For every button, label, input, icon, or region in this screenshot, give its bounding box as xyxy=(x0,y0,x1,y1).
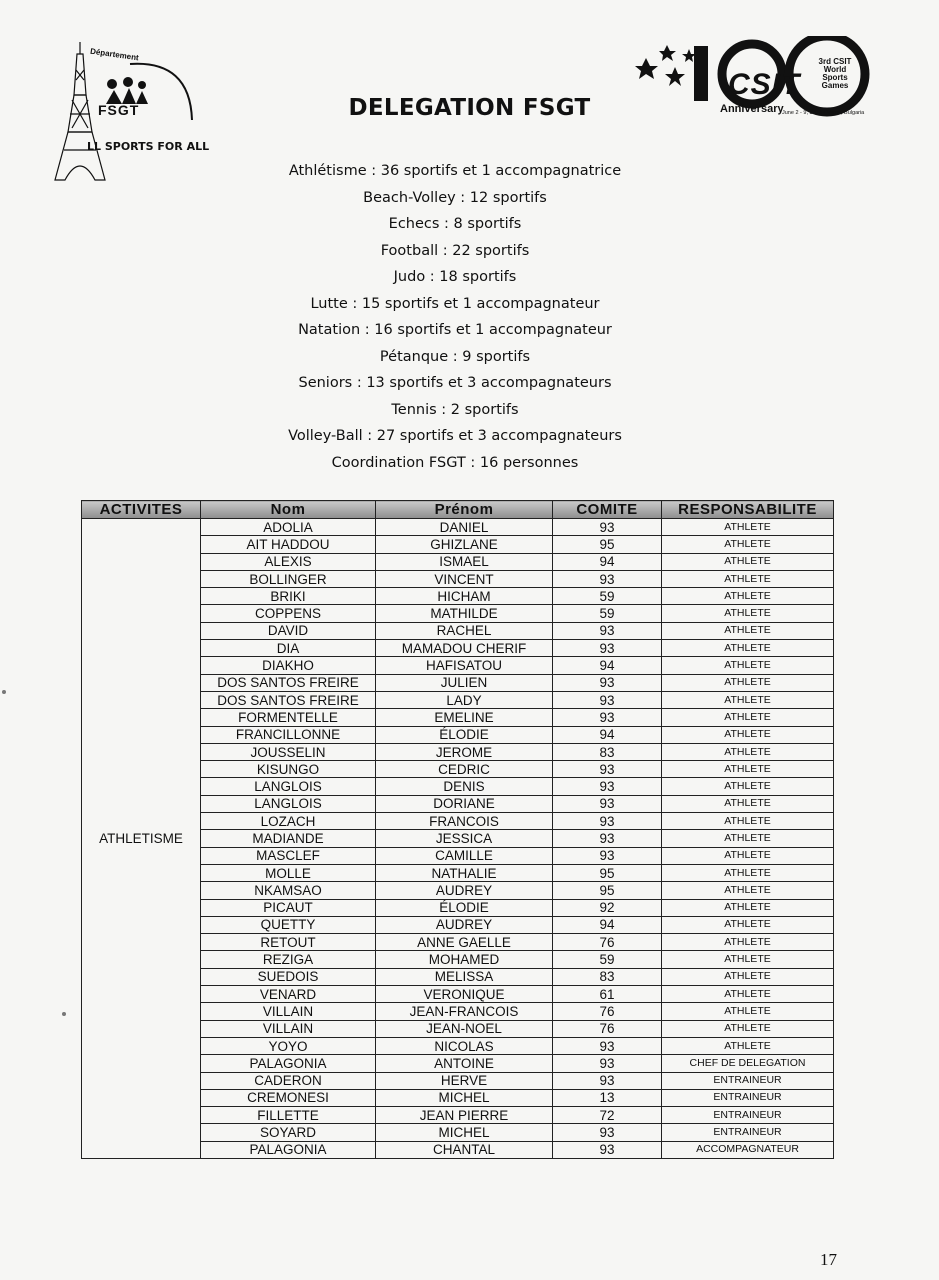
prenom-cell: EMELINE xyxy=(376,709,553,726)
prenom-cell: MELISSA xyxy=(376,968,553,985)
comite-cell: 76 xyxy=(553,934,662,951)
responsabilite-cell: ATHLETE xyxy=(662,864,834,881)
prenom-cell: MOHAMED xyxy=(376,951,553,968)
nom-cell: ADOLIA xyxy=(201,519,376,536)
prenom-cell: JEAN-NOEL xyxy=(376,1020,553,1037)
table-row xyxy=(82,519,834,536)
prenom-cell: ÉLODIE xyxy=(376,899,553,916)
prenom-cell: JESSICA xyxy=(376,830,553,847)
delegation-table-wrapper xyxy=(81,500,833,1159)
prenom-cell: GHIZLANE xyxy=(376,536,553,553)
comite-cell: 13 xyxy=(553,1089,662,1106)
nom-cell: MASCLEF xyxy=(201,847,376,864)
prenom-cell: CEDRIC xyxy=(376,761,553,778)
summary-line: Echecs : 8 sportifs xyxy=(388,216,522,232)
prenom-cell: HAFISATOU xyxy=(376,657,553,674)
department-label: Département xyxy=(89,46,140,63)
comite-cell: 59 xyxy=(553,605,662,622)
nom-cell: NKAMSAO xyxy=(201,882,376,899)
prenom-cell: FRANCOIS xyxy=(376,813,553,830)
activity-cell: ATHLETISME xyxy=(82,519,201,1159)
comite-cell: 93 xyxy=(553,795,662,812)
prenom-cell: MICHEL xyxy=(376,1124,553,1141)
nom-cell: RETOUT xyxy=(201,934,376,951)
responsabilite-cell: ATHLETE xyxy=(662,761,834,778)
nom-cell: DIA xyxy=(201,640,376,657)
responsabilite-cell: ATHLETE xyxy=(662,640,834,657)
responsabilite-cell: ATHLETE xyxy=(662,916,834,933)
nom-cell: VENARD xyxy=(201,986,376,1003)
responsabilite-cell: ACCOMPAGNATEUR xyxy=(662,1141,834,1158)
nom-cell: PALAGONIA xyxy=(201,1055,376,1072)
responsabilite-cell: ATHLETE xyxy=(662,588,834,605)
nom-cell: DOS SANTOS FREIRE xyxy=(201,691,376,708)
summary-line: Judo : 18 sportifs xyxy=(393,269,517,285)
nom-cell: DOS SANTOS FREIRE xyxy=(201,674,376,691)
comite-cell: 93 xyxy=(553,519,662,536)
nom-cell: BRIKI xyxy=(201,588,376,605)
comite-cell: 93 xyxy=(553,709,662,726)
header-comite: COMITE xyxy=(553,501,662,519)
comite-cell: 93 xyxy=(553,640,662,657)
scan-dot xyxy=(2,690,6,694)
comite-cell: 95 xyxy=(553,864,662,881)
comite-cell: 93 xyxy=(553,847,662,864)
comite-cell: 93 xyxy=(553,761,662,778)
prenom-cell: MAMADOU CHERIF xyxy=(376,640,553,657)
comite-cell: 95 xyxy=(553,882,662,899)
comite-cell: 93 xyxy=(553,622,662,639)
prenom-cell: MATHILDE xyxy=(376,605,553,622)
nom-cell: FORMENTELLE xyxy=(201,709,376,726)
responsabilite-cell: ATHLETE xyxy=(662,1037,834,1054)
header-prenom: Prénom xyxy=(376,501,553,519)
responsabilite-cell: ATHLETE xyxy=(662,813,834,830)
comite-cell: 83 xyxy=(553,743,662,760)
page-title: DELEGATION FSGT xyxy=(348,95,591,121)
summary-line: Tennis : 2 sportifs xyxy=(391,401,519,418)
comite-cell: 72 xyxy=(553,1107,662,1124)
comite-cell: 61 xyxy=(553,986,662,1003)
prenom-cell: DANIEL xyxy=(376,519,553,536)
nom-cell: CADERON xyxy=(201,1072,376,1089)
prenom-cell: JEROME xyxy=(376,743,553,760)
summary-line: Lutte : 15 sportifs et 1 accompagnateur xyxy=(310,295,600,312)
nom-cell: VILLAIN xyxy=(201,1003,376,1020)
header-nom: Nom xyxy=(201,501,376,519)
summary-line: Natation : 16 sportifs et 1 accompagnateur xyxy=(298,322,612,338)
comite-cell: 93 xyxy=(553,778,662,795)
comite-cell: 95 xyxy=(553,536,662,553)
comite-cell: 83 xyxy=(553,968,662,985)
comite-cell: 92 xyxy=(553,899,662,916)
summary-line: Volley-Ball : 27 sportifs et 3 accompagnateurs xyxy=(288,428,622,444)
responsabilite-cell: ATHLETE xyxy=(662,968,834,985)
nom-cell: FILLETTE xyxy=(201,1107,376,1124)
nom-cell: MADIANDE xyxy=(201,830,376,847)
nom-cell: YOYO xyxy=(201,1037,376,1054)
summary-line: Athlétisme : 36 sportifs et 1 accompagnatrice xyxy=(288,163,622,179)
prenom-cell: JEAN PIERRE xyxy=(376,1107,553,1124)
comite-cell: 93 xyxy=(553,1055,662,1072)
responsabilite-cell: ATHLETE xyxy=(662,709,834,726)
scan-dot xyxy=(62,1012,66,1016)
nom-cell: DAVID xyxy=(201,622,376,639)
nom-cell: LANGLOIS xyxy=(201,778,376,795)
comite-cell: 93 xyxy=(553,1037,662,1054)
responsabilite-cell: ATHLETE xyxy=(662,519,834,536)
responsabilite-cell: ATHLETE xyxy=(662,795,834,812)
responsabilite-cell: ATHLETE xyxy=(662,691,834,708)
prenom-cell: VINCENT xyxy=(376,570,553,587)
nom-cell: SOYARD xyxy=(201,1124,376,1141)
nom-cell: SUEDOIS xyxy=(201,968,376,985)
responsabilite-cell: ENTRAINEUR xyxy=(662,1089,834,1106)
responsabilite-cell: ATHLETE xyxy=(662,951,834,968)
fsgt-logo-text: FSGT xyxy=(98,102,140,118)
summary-line: Seniors : 13 sportifs et 3 accompagnateurs xyxy=(298,375,612,391)
comite-cell: 94 xyxy=(553,657,662,674)
nom-cell: AIT HADDOU xyxy=(201,536,376,553)
comite-cell: 94 xyxy=(553,916,662,933)
responsabilite-cell: ATHLETE xyxy=(662,622,834,639)
nom-cell: ALEXIS xyxy=(201,553,376,570)
responsabilite-cell: ATHLETE xyxy=(662,726,834,743)
prenom-cell: CHANTAL xyxy=(376,1141,553,1158)
prenom-cell: HICHAM xyxy=(376,588,553,605)
nom-cell: PICAUT xyxy=(201,899,376,916)
responsabilite-cell: ATHLETE xyxy=(662,1003,834,1020)
prenom-cell: RACHEL xyxy=(376,622,553,639)
responsabilite-cell: ATHLETE xyxy=(662,536,834,553)
prenom-cell: NICOLAS xyxy=(376,1037,553,1054)
comite-cell: 93 xyxy=(553,570,662,587)
responsabilite-cell: ATHLETE xyxy=(662,1020,834,1037)
prenom-cell: DENIS xyxy=(376,778,553,795)
responsabilite-cell: ATHLETE xyxy=(662,743,834,760)
comite-cell: 93 xyxy=(553,674,662,691)
responsabilite-cell: ENTRAINEUR xyxy=(662,1124,834,1141)
games-date: June 2 - 9, 2013 • Varna, Bulgaria xyxy=(782,110,865,116)
responsabilite-cell: ATHLETE xyxy=(662,657,834,674)
page-number: 17 xyxy=(820,1250,837,1269)
nom-cell: REZIGA xyxy=(201,951,376,968)
comite-cell: 93 xyxy=(553,813,662,830)
comite-cell: 93 xyxy=(553,830,662,847)
nom-cell: PALAGONIA xyxy=(201,1141,376,1158)
prenom-cell: JULIEN xyxy=(376,674,553,691)
prenom-cell: ÉLODIE xyxy=(376,726,553,743)
prenom-cell: VERONIQUE xyxy=(376,986,553,1003)
nom-cell: VILLAIN xyxy=(201,1020,376,1037)
games-label: 3rd CSIT World Sports Games xyxy=(818,57,852,90)
prenom-cell: ANTOINE xyxy=(376,1055,553,1072)
header-responsabilite: RESPONSABILITE xyxy=(662,501,834,519)
comite-cell: 93 xyxy=(553,1072,662,1089)
nom-cell: CREMONESI xyxy=(201,1089,376,1106)
responsabilite-cell: ATHLETE xyxy=(662,934,834,951)
nom-cell: BOLLINGER xyxy=(201,570,376,587)
responsabilite-cell: ATHLETE xyxy=(662,830,834,847)
prenom-cell: DORIANE xyxy=(376,795,553,812)
summary-line: Pétanque : 9 sportifs xyxy=(379,348,531,365)
nom-cell: FRANCILLONNE xyxy=(201,726,376,743)
responsabilite-cell: ATHLETE xyxy=(662,986,834,1003)
comite-cell: 59 xyxy=(553,951,662,968)
nom-cell: MOLLE xyxy=(201,864,376,881)
table-header-row xyxy=(82,501,834,519)
comite-cell: 93 xyxy=(553,1124,662,1141)
responsabilite-cell: ATHLETE xyxy=(662,899,834,916)
responsabilite-cell: ATHLETE xyxy=(662,605,834,622)
prenom-cell: ANNE GAELLE xyxy=(376,934,553,951)
responsabilite-cell: ENTRAINEUR xyxy=(662,1107,834,1124)
prenom-cell: LADY xyxy=(376,691,553,708)
prenom-cell: CAMILLE xyxy=(376,847,553,864)
comite-cell: 93 xyxy=(553,691,662,708)
prenom-cell: ISMAEL xyxy=(376,553,553,570)
prenom-cell: AUDREY xyxy=(376,916,553,933)
nom-cell: LANGLOIS xyxy=(201,795,376,812)
comite-cell: 76 xyxy=(553,1003,662,1020)
anniversary-label: Anniversary xyxy=(720,103,784,115)
responsabilite-cell: ATHLETE xyxy=(662,674,834,691)
responsabilite-cell: CHEF DE DELEGATION xyxy=(662,1055,834,1072)
responsabilite-cell: ATHLETE xyxy=(662,778,834,795)
delegation-table xyxy=(81,500,834,1159)
summary-line: Coordination FSGT : 16 personnes xyxy=(331,454,579,471)
prenom-cell: NATHALIE xyxy=(376,864,553,881)
nom-cell: LOZACH xyxy=(201,813,376,830)
slogan: LL SPORTS FOR ALL xyxy=(87,140,210,153)
nom-cell: KISUNGO xyxy=(201,761,376,778)
comite-cell: 94 xyxy=(553,726,662,743)
csit-logo-text: CSIT xyxy=(728,68,801,101)
delegation-summary xyxy=(0,158,910,476)
prenom-cell: HERVE xyxy=(376,1072,553,1089)
prenom-cell: AUDREY xyxy=(376,882,553,899)
comite-cell: 94 xyxy=(553,553,662,570)
responsabilite-cell: ATHLETE xyxy=(662,553,834,570)
nom-cell: COPPENS xyxy=(201,605,376,622)
comite-cell: 93 xyxy=(553,1141,662,1158)
responsabilite-cell: ENTRAINEUR xyxy=(662,1072,834,1089)
responsabilite-cell: ATHLETE xyxy=(662,847,834,864)
prenom-cell: MICHEL xyxy=(376,1089,553,1106)
responsabilite-cell: ATHLETE xyxy=(662,570,834,587)
comite-cell: 76 xyxy=(553,1020,662,1037)
prenom-cell: JEAN-FRANCOIS xyxy=(376,1003,553,1020)
responsabilite-cell: ATHLETE xyxy=(662,882,834,899)
nom-cell: DIAKHO xyxy=(201,657,376,674)
header-activites: ACTIVITES xyxy=(82,501,201,519)
nom-cell: JOUSSELIN xyxy=(201,743,376,760)
comite-cell: 59 xyxy=(553,588,662,605)
nom-cell: QUETTY xyxy=(201,916,376,933)
table-body xyxy=(82,519,834,1159)
summary-line: Football : 22 sportifs xyxy=(380,242,530,259)
summary-line: Beach-Volley : 12 sportifs xyxy=(363,189,547,206)
